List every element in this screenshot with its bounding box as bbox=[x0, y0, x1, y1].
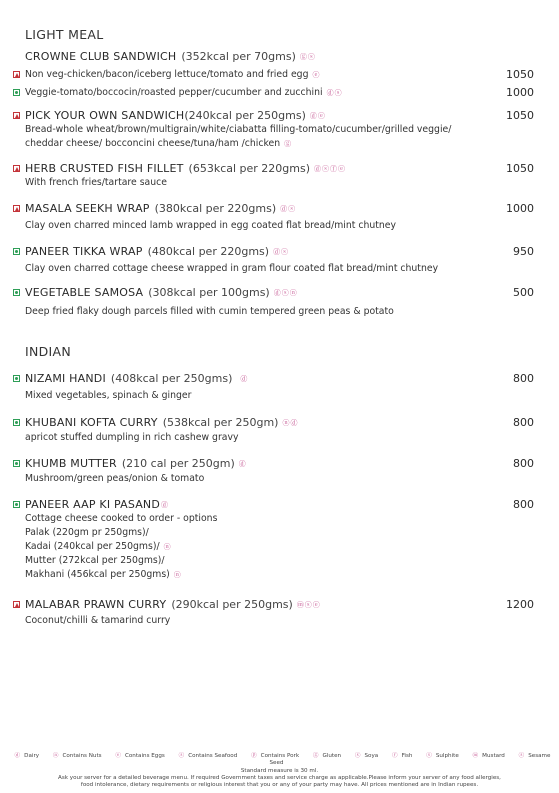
menu-item-paneer-aap-ki-pasand bbox=[13, 497, 534, 582]
item-kcal: (380kcal per 220gms) bbox=[154, 202, 277, 215]
item-name: VEGETABLE SAMOSA bbox=[25, 286, 144, 299]
item-name: HERB CRUSTED FISH FILLET bbox=[25, 162, 184, 175]
item-kcal: (290kcal per 250gms) bbox=[171, 598, 293, 611]
option-text: Veggie-tomato/boccocin/roasted pepper/cucumber and zucchini bbox=[25, 87, 323, 98]
allergen-icons: ⓓ bbox=[238, 459, 247, 468]
item-price: 1000 bbox=[506, 86, 534, 99]
nonveg-icon bbox=[13, 165, 20, 172]
footer bbox=[0, 753, 559, 789]
legend-item: ⓕ Fish bbox=[392, 753, 413, 759]
item-description bbox=[25, 123, 534, 151]
legend-item: ⓝ Contains Nuts bbox=[52, 753, 102, 759]
allergen-icons: ⓓⓢⓕⓔ bbox=[314, 164, 347, 173]
item-description: With french fries/tartare sauce bbox=[25, 177, 167, 188]
item-price: 1050 bbox=[506, 109, 534, 122]
item-kcal: (653kcal per 220gms) bbox=[188, 162, 311, 175]
legend-item: ⓖ Gluten bbox=[312, 753, 342, 759]
legend-item: ⓓ Dairy bbox=[14, 753, 40, 759]
allergen-icons: ⓖ bbox=[284, 140, 293, 148]
description-line: Palak (220gm pr 250gms)/ bbox=[25, 527, 149, 538]
veg-icon bbox=[13, 460, 20, 467]
menu-item-herb-crusted-fish-fillet bbox=[13, 161, 534, 190]
item-price: 800 bbox=[513, 498, 534, 511]
allergen-icons: ⓝⓓ bbox=[282, 418, 299, 427]
item-description: Coconut/chilli & tamarind curry bbox=[25, 615, 171, 626]
item-price: 1000 bbox=[506, 202, 534, 215]
section-title-indian: INDIAN bbox=[25, 344, 72, 359]
item-name: PANEER AAP KI PASAND bbox=[25, 498, 161, 511]
allergen-icons: ⓝ bbox=[173, 571, 182, 579]
item-name: KHUMB MUTTER bbox=[25, 457, 117, 470]
item-name: MALABAR PRAWN CURRY bbox=[25, 598, 167, 611]
menu-item-masala-seekh-wrap bbox=[13, 201, 534, 233]
menu-item-khumb-mutter bbox=[13, 456, 534, 486]
item-name: MASALA SEEKH WRAP bbox=[25, 202, 150, 215]
item-kcal: (538kcal per 250gm) bbox=[162, 416, 279, 429]
section-title-light-meal: LIGHT MEAL bbox=[25, 27, 104, 42]
option-row-nonveg bbox=[13, 67, 534, 82]
menu-item-khubani-kofta-curry bbox=[13, 415, 534, 445]
veg-icon bbox=[13, 89, 20, 96]
item-name: PANEER TIKKA WRAP bbox=[25, 245, 143, 258]
item-price: 950 bbox=[513, 245, 534, 258]
description-line: Mutter (272kcal per 250gms)/ bbox=[25, 555, 165, 566]
description-line: Makhani (456kcal per 250gms) bbox=[25, 569, 170, 580]
allergen-icons: ⓜⓢⓔ bbox=[296, 600, 321, 609]
legend-item: ⓢ Sesame Seed bbox=[269, 753, 551, 767]
veg-icon bbox=[13, 501, 20, 508]
nonveg-icon bbox=[13, 205, 20, 212]
option-row-veg bbox=[13, 85, 534, 100]
veg-icon bbox=[13, 419, 20, 426]
legend-item: ⓔ Contains Eggs bbox=[115, 753, 165, 759]
legend-item: ⓜ Mustard bbox=[472, 753, 505, 759]
menu-item-nizami-handi bbox=[13, 371, 534, 403]
allergen-icons: ⓓⓢ bbox=[280, 204, 297, 213]
menu-item-paneer-tikka-wrap bbox=[13, 244, 534, 276]
nonveg-icon bbox=[13, 112, 20, 119]
item-description: Clay oven charred cottage cheese wrapped in gram flour coated flat bread/mint chutney bbox=[25, 263, 439, 274]
item-name: PICK YOUR OWN SANDWICH bbox=[25, 109, 185, 122]
item-price: 800 bbox=[513, 457, 534, 470]
veg-icon bbox=[13, 375, 20, 382]
allergy-note-line-2: food intolerance, dietary requirements or religious interest that you or any of your party may have. All prices mentioned are in Indian rupees. bbox=[80, 782, 479, 789]
standard-measure-note: Standard measure is 30 ml. bbox=[240, 767, 319, 774]
item-description bbox=[25, 512, 534, 582]
item-name: KHUBANI KOFTA CURRY bbox=[25, 416, 158, 429]
item-description: Mixed vegetables, spinach & ginger bbox=[25, 390, 192, 401]
option-text: Non veg-chicken/bacon/iceberg lettuce/tomato and fried egg bbox=[25, 69, 309, 80]
veg-icon bbox=[13, 289, 20, 296]
allergen-icons: ⓔ bbox=[312, 70, 321, 79]
nonveg-icon bbox=[13, 601, 20, 608]
allergen-icons: ⓓⓔ bbox=[309, 111, 326, 120]
legend-item: ⓟ Contains Pork bbox=[251, 753, 300, 759]
legend-item: ⓢ Sulphite bbox=[426, 753, 459, 759]
item-price: 1050 bbox=[506, 68, 534, 81]
description-line: Cottage cheese cooked to order - options bbox=[25, 513, 218, 524]
item-description: Clay oven charred minced lamb wrapped in egg coated flat bread/mint chutney bbox=[25, 220, 396, 231]
item-name: CROWNE CLUB SANDWICH bbox=[25, 50, 177, 63]
menu-item-vegetable-samosa bbox=[13, 285, 534, 319]
allergen-icons: ⓓⓢ bbox=[326, 88, 343, 97]
legend-item: ⓢ Soya bbox=[354, 753, 379, 759]
nonveg-icon bbox=[13, 71, 20, 78]
item-description: Deep fried flaky dough parcels filled with cumin tempered green peas & potato bbox=[25, 306, 394, 317]
item-kcal: (308kcal per 100gms) bbox=[148, 286, 270, 299]
veg-icon bbox=[13, 248, 20, 255]
menu-item-malabar-prawn-curry bbox=[13, 597, 534, 628]
legend-item: ⓢ Contains Seafood bbox=[178, 753, 238, 759]
item-description: Mushroom/green peas/onion & tomato bbox=[25, 473, 205, 484]
allergen-icons: ⓝ bbox=[163, 543, 172, 551]
menu-item-crowne-club-sandwich bbox=[13, 49, 534, 100]
item-kcal: (352kcal per 70gms) bbox=[181, 50, 296, 63]
description-line: Bread-whole wheat/brown/multigrain/white/ciabatta filling-tomato/cucumber/grilled veggie/ bbox=[25, 124, 452, 135]
description-line: Kadai (240kcal per 250gms)/ bbox=[25, 541, 160, 552]
item-price: 1200 bbox=[506, 598, 534, 611]
allergen-icons: ⓓ bbox=[161, 500, 170, 509]
allergen-icons: ⓓ bbox=[240, 374, 249, 383]
item-kcal: (210 cal per 250gm) bbox=[121, 457, 235, 470]
item-name: NIZAMI HANDI bbox=[25, 372, 106, 385]
item-price: 800 bbox=[513, 372, 534, 385]
item-kcal: (480kcal per 220gms) bbox=[147, 245, 270, 258]
description-line: cheddar cheese/ bocconcini cheese/tuna/ham /chicken bbox=[25, 138, 281, 149]
menu-item-pick-your-own-sandwich bbox=[13, 108, 534, 151]
item-description: apricot stuffed dumpling in rich cashew gravy bbox=[25, 432, 239, 443]
item-price: 1050 bbox=[506, 162, 534, 175]
allergen-icons: ⓓⓢⓝ bbox=[273, 288, 298, 297]
allergen-legend bbox=[0, 753, 559, 768]
item-price: 500 bbox=[513, 286, 534, 299]
item-price: 800 bbox=[513, 416, 534, 429]
allergen-icons: ⓓⓢ bbox=[273, 247, 290, 256]
allergy-note-line-1: Ask your server for a detailed beverage menu. If required Government taxes and service charge as applicable.Please inform your server of any food allergies, bbox=[58, 774, 501, 781]
item-kcal: (240kcal per 250gms) bbox=[184, 109, 306, 122]
item-kcal: (408kcal per 250gms) bbox=[110, 372, 233, 385]
allergen-icons: ⓖⓢ bbox=[299, 52, 316, 61]
